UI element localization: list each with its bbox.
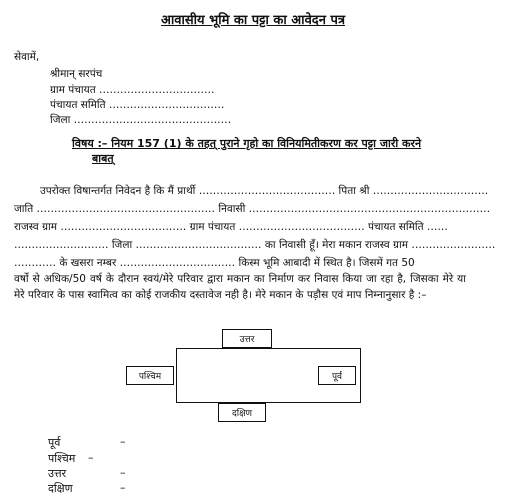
- direction-south-dash: –: [120, 481, 126, 494]
- page-title: आवासीय भूमि का पट्टा का आवेदन पत्र: [160, 13, 345, 28]
- body-line-4: ……………………… जिला ……………………………… का निवासी हूँ। मेरा मकान राजस्व ग्राम ……………………: [14, 239, 496, 251]
- body-line-3: राजस्व ग्राम ……………………………… ग्राम पंचायत ……………………………… पंचायत समिति ……: [14, 221, 448, 233]
- south-label: दक्षिण: [218, 403, 266, 422]
- direction-east-dash: –: [120, 435, 126, 448]
- north-label: उत्तर: [222, 329, 272, 348]
- direction-north-dash: –: [120, 466, 126, 479]
- body-line-1: उपरोक्त विषान्तर्गत निवेदन है कि मैं प्रार्थी ………………………………… पिता श्री ……………………………: [40, 185, 489, 197]
- body-line-2: जाति …………………………………………… निवासी ……………………………………………………………: [14, 203, 491, 215]
- subject-suffix: बाबत्: [92, 152, 114, 165]
- address-line-panchayat-samiti: पंचायत समिति ……………………………: [50, 99, 225, 111]
- address-line-gram-panchayat: ग्राम पंचायत ……………………………: [50, 84, 215, 96]
- salutation: सेवामें,: [14, 51, 40, 63]
- direction-west-dash: –: [88, 451, 94, 464]
- body-line-5: ………… के खसरा नम्बर …………………………… किस्म भूमि आबादी में स्थित है। जिसमें गत 50: [14, 257, 415, 269]
- west-label: पश्चिम: [126, 366, 174, 385]
- body-paragraph: वर्षो से अधिक/50 वर्ष के दौरान स्वयं/मेरे परिवार द्वारा मकान का निर्माण कर निवास किया जा रहा है, जिसका मेरे या मेरे परिवार के पास स्वामित्व का कोई राजकीय दस्तावेज नही है। मेरे मकान के पड़ौस एवं माप निम्नानुसार है :–: [14, 273, 466, 301]
- subject-block: [72, 136, 482, 166]
- east-label: पूर्व: [318, 366, 356, 385]
- direction-west-label: पश्चिम: [48, 452, 76, 465]
- direction-south-label: दक्षिण: [48, 482, 73, 495]
- address-line-district: जिला ………………………………………: [50, 114, 232, 126]
- address-line-sarpanch: श्रीमान् सरपंच: [50, 68, 103, 80]
- direction-east-label: पूर्व: [48, 436, 61, 449]
- subject-text: विषय :– नियम 157 (1) के तहत् पुराने गृहो का विनियमितीकरण कर पट्टा जारी करने: [72, 137, 422, 150]
- direction-north-label: उत्तर: [48, 467, 67, 480]
